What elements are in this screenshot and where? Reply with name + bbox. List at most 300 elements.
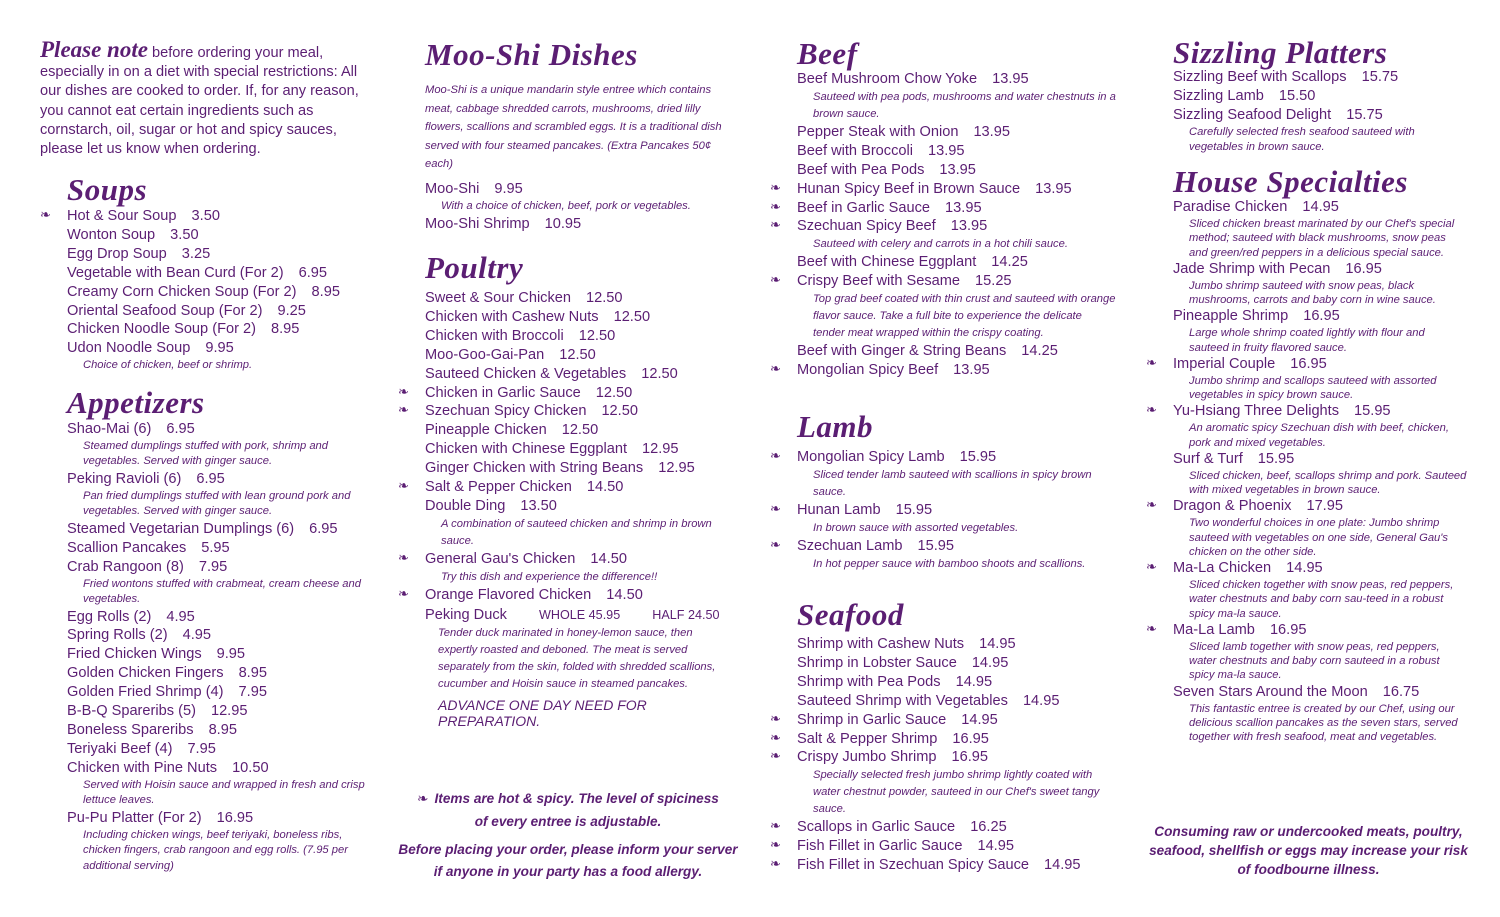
- item-name: Beef Mushroom Chow Yoke: [797, 71, 978, 87]
- menu-item: [770, 70, 1120, 89]
- hot-spicy-icon: ❧: [398, 384, 409, 400]
- item-description: Sliced chicken breast marinated by our Chef's special method; sauteed with black mushrooms, snow peas and green/red peppers in a delicious special sauce.: [1189, 217, 1455, 259]
- warning-line3: of foodbourne illness.: [1237, 862, 1380, 877]
- section-sizzling: [1146, 35, 1471, 156]
- item-name: Beef with Ginger & String Beans: [797, 343, 1007, 360]
- item-name: Peking Duck: [425, 606, 507, 623]
- menu-item: [1146, 355, 1471, 374]
- menu-item-peking-duck: [398, 605, 738, 625]
- item-price: 14.95: [955, 673, 993, 690]
- item-name: Shrimp with Pea Pods: [797, 673, 941, 690]
- item-price: 13.50: [520, 497, 557, 514]
- item-price: 17.95: [1306, 498, 1343, 515]
- item-price: 6.95: [309, 520, 338, 537]
- item-price: 8.95: [208, 721, 237, 738]
- item-price: 13.95: [950, 218, 988, 235]
- item-price: 12.50: [561, 422, 599, 439]
- hot-spicy-icon: ❧: [770, 838, 781, 854]
- menu-item: [40, 207, 370, 226]
- column-3: [770, 0, 1120, 917]
- spicy-note: [398, 788, 738, 882]
- item-name: Fish Fillet in Szechuan Spicy Sauce: [797, 857, 1029, 874]
- item-name: Salt & Pepper Chicken: [425, 479, 572, 496]
- warning-line1: Consuming raw or undercooked meats, poultry,: [1154, 824, 1463, 839]
- item-description: Steamed dumplings stuffed with pork, shrimp and vegetables. Served with ginger sauce.: [83, 439, 329, 468]
- menu-item: [398, 586, 738, 605]
- hot-spicy-icon: ❧: [770, 273, 781, 289]
- item-price: 15.95: [917, 537, 955, 554]
- menu-item: [770, 217, 1120, 236]
- item-name: Moo-Shi Shrimp: [425, 216, 530, 233]
- item-description: Top grad beef coated with thin crust and sauteed with orange flavor sauce. Take a full bite to experience the delicate tender meat wrapped within the crispy coating.: [813, 293, 1116, 340]
- menu-item: [770, 818, 1120, 837]
- item-list: [770, 448, 1120, 573]
- menu-item: [40, 759, 370, 778]
- item-price: 14.25: [991, 254, 1028, 271]
- item-name: Sizzling Beef with Scallops: [1173, 69, 1347, 85]
- item-name: Chicken Noodle Soup (For 2): [67, 321, 256, 338]
- item-price: 12.50: [601, 403, 638, 420]
- menu-item: [40, 645, 370, 664]
- item-name: Sauteed Shrimp with Vegetables: [797, 692, 1008, 709]
- item-price: 12.50: [613, 308, 651, 325]
- item-price: 15.75: [1361, 69, 1399, 85]
- section-house-specialties: [1146, 166, 1471, 744]
- item-description: With a choice of chicken, beef, pork or vegetables.: [441, 200, 691, 213]
- item-price: 10.95: [544, 216, 582, 233]
- menu-item: [770, 361, 1120, 380]
- item-name: Salt & Pepper Shrimp: [797, 730, 938, 747]
- item-name: Jade Shrimp with Pecan: [1173, 260, 1331, 277]
- section-title: Moo-Shi Dishes: [425, 37, 638, 72]
- menu-item: [398, 180, 738, 199]
- menu-item: [398, 497, 738, 516]
- item-price: 12.50: [595, 384, 633, 401]
- item-price: 14.95: [1302, 199, 1339, 215]
- menu-item: [398, 384, 738, 403]
- item-description: Sliced chicken, beef, scallops shrimp and pork. Sauteed with mixed vegetables in brown sauce.: [1189, 469, 1467, 496]
- hot-spicy-icon: ❧: [770, 730, 781, 746]
- hot-spicy-icon: ❧: [770, 362, 781, 378]
- item-name: Ma-La Lamb: [1173, 621, 1255, 638]
- spicy-note-line1: Items are hot & spicy. The level of spiciness: [434, 791, 719, 806]
- column-1: [40, 0, 370, 917]
- item-list: [398, 180, 738, 235]
- item-name: Golden Chicken Fingers: [67, 665, 224, 682]
- menu-item: [398, 327, 738, 346]
- menu-item: [398, 289, 738, 308]
- item-name: Shrimp in Garlic Sauce: [797, 711, 947, 728]
- item-name: Seven Stars Around the Moon: [1173, 683, 1368, 700]
- hot-spicy-icon: ❧: [1146, 621, 1157, 637]
- menu-item: [1146, 87, 1471, 106]
- item-description: Carefully selected fresh seafood sauteed with vegetables in brown sauce.: [1189, 125, 1415, 154]
- item-name: Szechuan Spicy Chicken: [425, 403, 587, 420]
- item-name: Scallion Pancakes: [67, 539, 187, 556]
- ordering-note: [40, 37, 360, 159]
- item-price: 10.50: [232, 759, 269, 776]
- menu-item: [770, 654, 1120, 673]
- item-price: 16.95: [1345, 260, 1382, 277]
- item-name: Shao-Mai (6): [67, 421, 152, 437]
- menu-item: [398, 365, 738, 384]
- menu-item: [770, 342, 1120, 361]
- item-name: Sizzling Seafood Delight: [1173, 106, 1332, 123]
- item-name: Paradise Chicken: [1173, 199, 1288, 215]
- item-price: 14.95: [971, 654, 1009, 671]
- hot-spicy-icon: ❧: [417, 791, 429, 807]
- menu-item: [770, 673, 1120, 692]
- ordering-note-text: before ordering your meal, especially in on a diet with special restrictions: All our dishes are cooked to order. If, for any reason, you cannot eat certain ingredients such as cornstarch, oil, sugar or hot and spicy sauces, please let us know when ordering.: [40, 45, 359, 158]
- item-name: Double Ding: [425, 497, 506, 514]
- item-name: Mongolian Spicy Beef: [797, 362, 939, 379]
- item-price: 13.95: [939, 161, 976, 178]
- item-name: Beef with Chinese Eggplant: [797, 254, 977, 271]
- menu-item: [770, 537, 1120, 556]
- menu-item: [1146, 260, 1471, 279]
- hot-spicy-icon: ❧: [770, 501, 781, 517]
- item-list: [1146, 68, 1471, 156]
- item-price: 6.95: [196, 470, 225, 487]
- item-name: Chicken with Chinese Eggplant: [425, 441, 627, 458]
- menu-item: [40, 702, 370, 721]
- section-beef: [770, 38, 1120, 380]
- menu-item: [40, 809, 370, 828]
- spicy-note-line2: of every entree is adjustable.: [474, 813, 662, 829]
- item-name: Sweet & Sour Chicken: [425, 290, 572, 306]
- item-price: 15.95: [895, 501, 933, 518]
- item-name: Moo-Shi: [425, 180, 480, 197]
- item-name: Spring Rolls (2): [67, 627, 168, 644]
- item-description: Try this dish and experience the difference!!: [441, 570, 658, 583]
- item-name: Boneless Spareribs: [67, 721, 194, 738]
- item-price: 14.95: [979, 636, 1016, 652]
- menu-item: [40, 302, 370, 321]
- menu-item: [1146, 497, 1471, 516]
- section-title: Poultry: [425, 250, 524, 285]
- menu-item: [40, 339, 370, 358]
- column-4: [1146, 0, 1471, 917]
- menu-item: [40, 539, 370, 558]
- item-price: 13.95: [953, 362, 990, 379]
- menu-item: [1146, 402, 1471, 421]
- item-name: Beef with Pea Pods: [797, 161, 925, 178]
- menu-item: [1146, 68, 1471, 87]
- item-price: 15.95: [959, 449, 997, 465]
- item-name: Moo-Goo-Gai-Pan: [425, 346, 545, 363]
- section-title: Beef: [797, 36, 858, 71]
- section-soups: [40, 173, 370, 374]
- item-name: Szechuan Lamb: [797, 537, 903, 554]
- menu-item: [40, 558, 370, 577]
- item-name: Egg Drop Soup: [67, 245, 167, 262]
- item-price: 12.50: [578, 327, 616, 344]
- menu-item: [770, 180, 1120, 199]
- item-price: 3.25: [181, 245, 211, 262]
- item-price: 12.50: [586, 290, 623, 306]
- item-price: 14.50: [606, 586, 643, 603]
- item-price: 16.95: [951, 749, 989, 766]
- item-description: Specially selected fresh jumbo shrimp lightly coated with water chestnut powder, sauteed in our Chef's sweet tangy sauce.: [813, 769, 1100, 816]
- item-price: 4.95: [182, 627, 211, 644]
- item-name: Beef with Broccoli: [797, 142, 913, 159]
- warning-line2: seafood, shellfish or eggs may increase your risk: [1149, 843, 1468, 858]
- item-price: 9.95: [494, 180, 523, 197]
- section-title: Sizzling Platters: [1173, 35, 1388, 70]
- item-description: Sliced chicken together with snow peas, red peppers, water chestnuts and baby corn sau-teed in a robust spicy ma-la sauce.: [1189, 579, 1454, 620]
- hot-spicy-icon: ❧: [770, 218, 781, 234]
- menu-item: [1146, 621, 1471, 640]
- item-name: Fried Chicken Wings: [67, 646, 202, 663]
- item-name: Ma-La Chicken: [1173, 560, 1272, 577]
- menu-item: [770, 448, 1120, 467]
- menu-item: [770, 272, 1120, 291]
- ordering-note-lead: Please note: [40, 37, 148, 62]
- advance-notice: ADVANCE ONE DAY NEED FOR PREPARATION.: [438, 696, 647, 729]
- hot-spicy-icon: ❧: [1146, 403, 1157, 419]
- item-name: Sauteed Chicken & Vegetables: [425, 365, 627, 382]
- hot-spicy-icon: ❧: [770, 711, 781, 727]
- menu-item: [40, 740, 370, 759]
- section-title: Lamb: [797, 409, 874, 444]
- item-price-whole: WHOLE 45.95: [539, 607, 621, 622]
- item-name: Pineapple Chicken: [425, 422, 547, 439]
- item-name: Pepper Steak with Onion: [797, 123, 959, 140]
- section-title: Appetizers: [67, 385, 205, 420]
- item-description: Fried wontons stuffed with crabmeat, cream cheese and vegetables.: [83, 577, 361, 606]
- item-price: 16.95: [1269, 621, 1307, 638]
- item-price: 5.95: [201, 539, 230, 556]
- menu-item: [398, 550, 738, 569]
- section-mooshi: [398, 38, 738, 234]
- menu-item: [398, 421, 738, 440]
- item-price: 12.95: [210, 703, 248, 720]
- menu-item: [770, 199, 1120, 218]
- item-price: 4.95: [166, 608, 195, 625]
- hot-spicy-icon: ❧: [770, 199, 781, 215]
- item-price: 7.95: [198, 558, 228, 575]
- menu-item: [770, 635, 1120, 654]
- menu-item: [398, 402, 738, 421]
- item-price: 12.95: [642, 441, 679, 458]
- item-description: This fantastic entree is created by our Chef, using our delicious scallion pancakes as the seven stars, served together with fresh seafood, meat and vegetables.: [1189, 702, 1458, 744]
- item-description: Sauteed with celery and carrots in a hot chili sauce.: [813, 238, 1068, 251]
- menu-item: [1146, 307, 1471, 326]
- section-seafood: [770, 598, 1120, 875]
- item-price: 14.50: [586, 479, 624, 496]
- hot-spicy-icon: ❧: [770, 819, 781, 835]
- item-name: Crispy Jumbo Shrimp: [797, 749, 937, 766]
- menu-item: [398, 440, 738, 459]
- section-title: Soups: [67, 172, 148, 207]
- section-title: House Specialties: [1173, 164, 1408, 199]
- menu-item: [40, 664, 370, 683]
- spicy-note-line4: if anyone in your party has a food allergy.: [433, 863, 703, 879]
- item-price: 12.50: [641, 365, 678, 382]
- menu-item: [1146, 106, 1471, 125]
- item-price: 14.95: [1044, 857, 1081, 874]
- menu-item: [770, 730, 1120, 749]
- item-name: Shrimp in Lobster Sauce: [797, 654, 957, 671]
- item-name: Steamed Vegetarian Dumplings (6): [67, 520, 295, 537]
- menu-item: [40, 470, 370, 489]
- item-name: General Gau's Chicken: [425, 550, 576, 567]
- item-description: Jumbo shrimp and scallops sauteed with assorted vegetables in spicy brown sauce.: [1189, 374, 1437, 401]
- item-price: 6.95: [298, 264, 327, 281]
- item-name: Chicken in Garlic Sauce: [425, 384, 581, 401]
- menu-item: [40, 283, 370, 302]
- item-name: Ginger Chicken with String Beans: [425, 460, 644, 477]
- spicy-note-line3: Before placing your order, please inform your server: [398, 842, 738, 857]
- menu-item: [398, 459, 738, 478]
- item-name: Szechuan Spicy Beef: [797, 218, 936, 235]
- menu-item: [770, 711, 1120, 730]
- item-name: Udon Noodle Soup: [67, 340, 191, 357]
- section-title: Seafood: [797, 597, 904, 632]
- item-name: Vegetable with Bean Curd (For 2): [67, 264, 284, 281]
- item-name: Egg Rolls (2): [67, 608, 152, 625]
- menu-item: [40, 608, 370, 627]
- item-name: Chicken with Broccoli: [425, 327, 564, 344]
- item-name: Shrimp with Cashew Nuts: [797, 636, 965, 652]
- menu-item: [398, 346, 738, 365]
- item-price: 14.95: [1022, 692, 1060, 709]
- item-price: 9.95: [205, 340, 234, 357]
- item-price: 13.95: [945, 199, 982, 216]
- item-description: Sliced lamb together with snow peas, red peppers, water chestnuts and baby corn sauteed in a robust spicy ma-la sauce.: [1189, 640, 1440, 682]
- menu-item: [770, 856, 1120, 875]
- hot-spicy-icon: ❧: [770, 749, 781, 765]
- item-name: Sizzling Lamb: [1173, 87, 1264, 104]
- item-name: Hunan Spicy Beef in Brown Sauce: [797, 180, 1021, 197]
- item-description: In hot pepper sauce with bamboo shoots and scallions.: [813, 557, 1086, 570]
- item-name: Mongolian Spicy Lamb: [797, 449, 945, 465]
- menu-item: [398, 215, 738, 234]
- item-name: Orange Flavored Chicken: [425, 586, 592, 603]
- hot-spicy-icon: ❧: [40, 208, 51, 223]
- item-description: Sauteed with pea pods, mushrooms and water chestnuts in a brown sauce.: [813, 90, 1116, 120]
- item-price: 3.50: [191, 208, 220, 224]
- menu-item: [1146, 683, 1471, 702]
- item-price: 16.75: [1382, 683, 1420, 700]
- item-name: B-B-Q Spareribs (5): [67, 703, 196, 720]
- item-name: Chicken with Cashew Nuts: [425, 308, 599, 325]
- mooshi-intro: Moo-Shi is a unique mandarin style entree which contains meat, cabbage shredded carrots, mushrooms, dried lilly flowers, scallions and scrambled eggs. It is a traditional dish served with four steamed pancakes. (Extra Pancakes 50¢ each): [425, 84, 722, 170]
- menu-item: [40, 320, 370, 339]
- menu-item: [40, 520, 370, 539]
- item-description: Jumbo shrimp sauteed with snow peas, black mushrooms, carrots and baby corn in wine sauce.: [1189, 279, 1436, 306]
- item-name: Peking Ravioli (6): [67, 470, 182, 487]
- item-description: Including chicken wings, beef teriyaki, boneless ribs, chicken fingers, crab rangoon and egg rolls. (7.95 per additional serving): [83, 828, 348, 872]
- item-name: Teriyaki Beef (4): [67, 740, 173, 757]
- item-name: Golden Fried Shrimp (4): [67, 684, 224, 701]
- item-description: A combination of sauteed chicken and shrimp in brown sauce.: [441, 517, 712, 547]
- menu-item: [40, 721, 370, 740]
- item-price: 15.50: [1278, 87, 1316, 104]
- item-price: 13.95: [1035, 180, 1072, 197]
- item-name: Yu-Hsiang Three Delights: [1173, 403, 1340, 420]
- item-price: 14.95: [961, 711, 998, 728]
- hot-spicy-icon: ❧: [770, 537, 781, 553]
- menu-item: [40, 683, 370, 702]
- item-price: 8.95: [271, 321, 300, 338]
- menu-item: [770, 748, 1120, 767]
- menu-item: [770, 161, 1120, 180]
- menu-item: [770, 692, 1120, 711]
- item-list: [1146, 198, 1471, 744]
- item-price: 12.50: [559, 346, 596, 363]
- item-price: 16.95: [952, 730, 989, 747]
- item-name: Surf & Turf: [1173, 450, 1243, 467]
- item-price: 14.50: [590, 550, 627, 567]
- item-price: 8.95: [311, 283, 340, 300]
- menu-item: [398, 308, 738, 327]
- menu-item: [770, 501, 1120, 520]
- item-list: [40, 207, 370, 374]
- item-price: 15.95: [1354, 403, 1391, 420]
- menu-item: [40, 626, 370, 645]
- item-name: Chicken with Pine Nuts: [67, 759, 218, 776]
- menu-item: [770, 142, 1120, 161]
- hot-spicy-icon: ❧: [1146, 560, 1157, 576]
- item-price: 15.75: [1346, 106, 1383, 123]
- item-name: Crab Rangoon (8): [67, 558, 184, 575]
- hot-spicy-icon: ❧: [770, 449, 781, 464]
- item-price: 9.95: [216, 646, 246, 663]
- food-warning: [1146, 822, 1471, 879]
- item-description: Two wonderful choices in one plate: Jumbo shrimp sauteed with vegetables on one side, General Gau's chicken on the other side.: [1189, 517, 1448, 558]
- hot-spicy-icon: ❧: [398, 403, 409, 419]
- item-name: Scallops in Garlic Sauce: [797, 819, 956, 836]
- item-price: 6.95: [166, 421, 195, 437]
- item-price: 15.25: [975, 273, 1012, 290]
- hot-spicy-icon: ❧: [770, 857, 781, 873]
- item-price: 8.95: [238, 665, 267, 682]
- item-name: Oriental Seafood Soup (For 2): [67, 302, 263, 319]
- item-price: 14.95: [1286, 560, 1323, 577]
- item-price: 12.95: [658, 460, 695, 477]
- item-price: 13.95: [992, 71, 1029, 87]
- hot-spicy-icon: ❧: [398, 550, 409, 566]
- item-price: 9.25: [277, 302, 306, 319]
- item-name: Imperial Couple: [1173, 355, 1276, 372]
- item-price: 7.95: [238, 684, 267, 701]
- item-price: 16.95: [216, 809, 254, 826]
- column-2: [398, 0, 738, 917]
- item-description: Sliced tender lamb sauteed with scallions in spicy brown sauce.: [813, 468, 1092, 498]
- hot-spicy-icon: ❧: [398, 586, 409, 602]
- menu-item: [770, 123, 1120, 142]
- menu-item: [1146, 450, 1471, 469]
- item-price: 3.50: [170, 226, 199, 243]
- hot-spicy-icon: ❧: [398, 479, 409, 495]
- menu-item: [40, 245, 370, 264]
- item-price: 13.95: [928, 142, 965, 159]
- item-description: Served with Hoisin sauce and wrapped in fresh and crisp lettuce leaves.: [83, 778, 365, 807]
- menu-item: [770, 253, 1120, 272]
- section-lamb: [770, 410, 1120, 573]
- item-name: Dragon & Phoenix: [1173, 498, 1292, 515]
- item-description: Pan fried dumplings stuffed with lean ground pork and vegetables. Served with ginger sauce.: [83, 489, 351, 518]
- menu-item: [40, 226, 370, 245]
- section-poultry: [398, 251, 738, 729]
- hot-spicy-icon: ❧: [770, 180, 781, 196]
- hot-spicy-icon: ❧: [1146, 355, 1157, 371]
- item-list: [398, 289, 738, 605]
- item-price: 7.95: [187, 740, 216, 757]
- item-list: [770, 635, 1120, 875]
- section-appetizers: [40, 386, 370, 874]
